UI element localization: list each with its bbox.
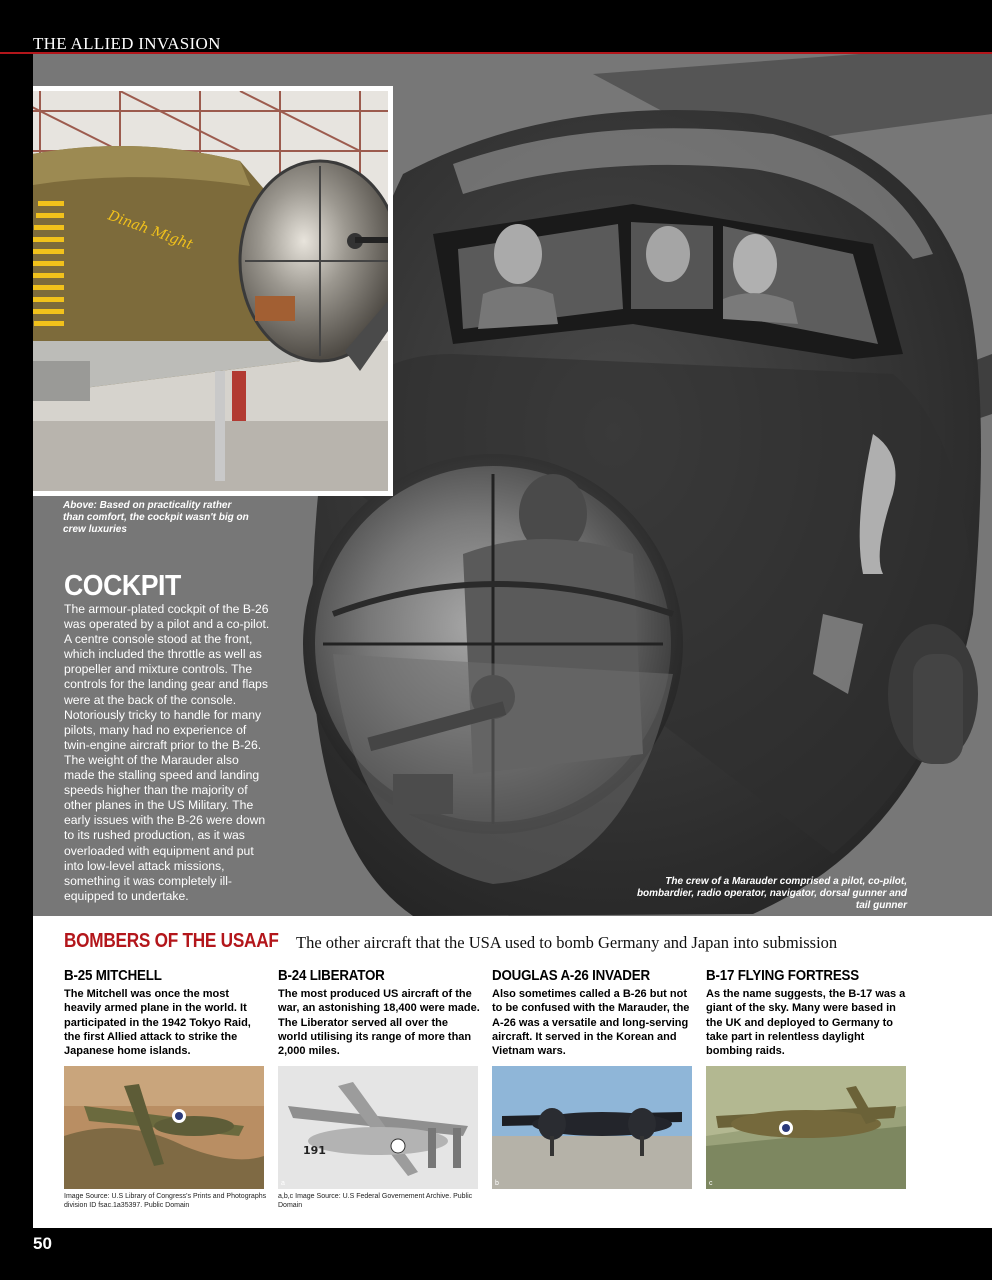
dinah-might-photo <box>33 91 388 491</box>
aircraft-b25 <box>64 968 267 1209</box>
cockpit-body-text: The armour-plated cockpit of the B-26 was operated by a pilot and a co-pilot. A centre console stood at the front, which included the throttle as well as propeller and mixture controls. The controls for the landing gear and flaps were at the back of the console. Notoriously tricky to handle for many pilots, many had no experience of twin-engine aircraft prior to the B-26. The weight of the Marauder also made the stalling speed and landing speeds higher than the majority of other planes in the US Military. The early issues with the B-26 were down to its rushed production, as it was overloaded with equipment and put into low-level attack missions, something it was completely ill-equipped to undertake. <box>64 602 270 903</box>
photo-letter: c <box>709 1180 713 1187</box>
page-number: 50 <box>33 1234 52 1253</box>
aircraft-a26 <box>492 968 694 1187</box>
a26-photo <box>492 1066 692 1189</box>
page-content <box>33 54 992 1228</box>
aircraft-name: B-25 MITCHELL <box>64 968 162 984</box>
aircraft-b24 <box>278 968 480 1209</box>
bombers-title: BOMBERS OF THE USAAF <box>64 930 279 952</box>
section-title: THE ALLIED INVASION <box>33 34 221 53</box>
image-credit: Image Source: U.S Library of Congress's Prints and Photographs division ID fsac.1a35397. Public Domain <box>64 1193 267 1209</box>
b24-photo <box>278 1066 478 1189</box>
inset-photo-frame <box>33 86 393 496</box>
aircraft-name: DOUGLAS A-26 INVADER <box>492 968 650 984</box>
bombers-subtitle: The other aircraft that the USA used to bomb Germany and Japan into submission <box>296 933 838 952</box>
aircraft-description: As the name suggests, the B-17 was a giant of the sky. Many were based in the UK and deployed to Germany to take part in relentless daylight bombing raids. <box>706 988 906 1058</box>
header-bar <box>0 30 992 54</box>
photo-letter: a <box>281 1180 285 1187</box>
nose-art-text: Dinah Might <box>105 207 195 254</box>
aircraft-b17 <box>706 968 908 1187</box>
aircraft-name: B-17 FLYING FORTRESS <box>706 968 859 984</box>
b25-photo <box>64 1066 264 1189</box>
image-credit: a,b,c Image Source: U.S Federal Governement Archive. Public Domain <box>278 1193 473 1209</box>
bombers-header <box>64 930 964 956</box>
inset-caption: Above: Based on practicality rather than comfort, the cockpit wasn't big on crew luxuries <box>63 500 249 535</box>
aircraft-description: Also sometimes called a B-26 but not to be confused with the Marauder, the A-26 was a versatile and long-serving aircraft. It served in the Korean and Vietnam wars. <box>492 988 690 1058</box>
cockpit-heading: COCKPIT <box>64 570 181 602</box>
aircraft-description: The Mitchell was once the most heavily armed plane in the world. It participated in the 1942 Tokyo Raid, the first Allied attack to strike the Japanese home islands. <box>64 988 251 1058</box>
b17-photo <box>706 1066 906 1189</box>
aircraft-description: The most produced US aircraft of the war, an astonishing 18,400 were made. The Liberator served all over the world utilising its range of more than 2,000 miles. <box>278 988 480 1058</box>
photo-letter: b <box>495 1180 499 1187</box>
hero-caption: The crew of a Marauder comprised a pilot, co-pilot, bombardier, radio operator, navigator, dorsal gunner and tail gunner <box>636 876 907 911</box>
aircraft-name: B-24 LIBERATOR <box>278 968 385 984</box>
tail-number: 191 <box>303 1144 326 1157</box>
